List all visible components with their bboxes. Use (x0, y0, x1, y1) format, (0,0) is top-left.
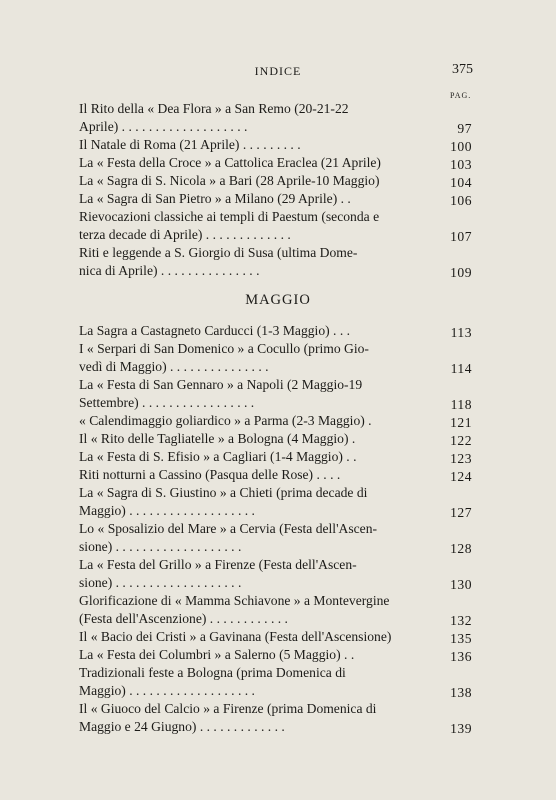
entry-page-number: 132 (450, 613, 472, 628)
entry-line: Maggio e 24 Giugno) . . . . . . . . . . . . . (79, 719, 285, 734)
entry-page-number: 114 (450, 361, 472, 376)
entry-page-number: 128 (450, 541, 472, 556)
index-entry (79, 412, 472, 430)
entry-line: Riti e leggende a S. Giorgio di Susa (ultima Dome- (79, 245, 358, 260)
index-entry (79, 154, 472, 172)
entry-line: Il Rito della « Dea Flora » a San Remo (20-21-22 (79, 101, 349, 116)
entry-page-number: 135 (450, 631, 472, 646)
entry-page-number: 103 (450, 157, 472, 172)
entry-line: Maggio) . . . . . . . . . . . . . . . . . . . (79, 503, 255, 518)
entry-line: La « Sagra di S. Nicola » a Bari (28 Aprile-10 Maggio) (79, 173, 380, 188)
entry-line: sione) . . . . . . . . . . . . . . . . . . . (79, 539, 242, 554)
index-entry (79, 466, 472, 484)
entry-page-number: 122 (450, 433, 472, 448)
entry-page-number: 100 (450, 139, 472, 154)
index-entry (79, 556, 472, 592)
index-entry (79, 484, 472, 520)
entry-line: La « Festa della Croce » a Cattolica Eraclea (21 Aprile) (79, 155, 381, 170)
index-entry (79, 208, 472, 244)
entry-line: vedì di Maggio) . . . . . . . . . . . . . . . (79, 359, 269, 374)
entry-page-number: 124 (450, 469, 472, 484)
entry-page-number: 106 (450, 193, 472, 208)
entry-line: terza decade di Aprile) . . . . . . . . . . . . . (79, 227, 291, 242)
index-entry (79, 628, 472, 646)
entry-line: La « Festa di S. Efisio » a Cagliari (1-4 Maggio) . . (79, 449, 357, 464)
index-entry (79, 376, 472, 412)
entry-page-number: 121 (450, 415, 472, 430)
entry-page-number: 107 (450, 229, 472, 244)
entry-line: Rievocazioni classiche ai templi di Paestum (seconda e (79, 209, 380, 224)
index-entry (79, 700, 472, 736)
index-entry (79, 190, 472, 208)
index-entry (79, 520, 472, 556)
entry-line: La « Festa dei Columbri » a Salerno (5 Maggio) . . (79, 647, 355, 662)
index-entry (79, 136, 472, 154)
entry-line: La « Festa del Grillo » a Firenze (Festa dell'Ascen- (79, 557, 357, 572)
entry-page-number: 123 (450, 451, 472, 466)
entry-line: La « Sagra di San Pietro » a Milano (29 Aprile) . . (79, 191, 351, 206)
index-entry (79, 646, 472, 664)
index-entry (79, 592, 472, 628)
entry-line: La « Sagra di S. Giustino » a Chieti (prima decade di (79, 485, 368, 500)
entry-page-number: 138 (450, 685, 472, 700)
entry-line: Maggio) . . . . . . . . . . . . . . . . . . . (79, 683, 255, 698)
entry-line: Lo « Sposalizio del Mare » a Cervia (Festa dell'Ascen- (79, 521, 378, 536)
entry-page-number: 104 (450, 175, 472, 190)
running-header-title: INDICE (254, 64, 302, 78)
index-entry (79, 100, 472, 136)
entry-page-number: 136 (450, 649, 472, 664)
entry-page-number: 97 (457, 121, 472, 136)
entry-line: nica di Aprile) . . . . . . . . . . . . . . . (79, 263, 260, 278)
entry-line: sione) . . . . . . . . . . . . . . . . . . . (79, 575, 242, 590)
index-entry (79, 340, 472, 376)
entry-page-number: 127 (450, 505, 472, 520)
section-title: MAGGIO (245, 292, 311, 308)
entry-line: « Calendimaggio goliardico » a Parma (2-3 Maggio) . (79, 413, 372, 428)
index-entry (79, 322, 472, 340)
entry-line: (Festa dell'Ascenzione) . . . . . . . . . . . . (79, 611, 288, 626)
entry-line: Settembre) . . . . . . . . . . . . . . . . . (79, 395, 255, 410)
page-number: 375 (452, 62, 473, 77)
index-entry (79, 430, 472, 448)
index-entry (79, 448, 472, 466)
entry-line: Aprile) . . . . . . . . . . . . . . . . . . . (79, 119, 248, 134)
index-group-may (79, 322, 472, 736)
entry-line: La Sagra a Castagneto Carducci (1-3 Maggio) . . . (79, 323, 351, 338)
entry-line: I « Serpari di San Domenico » a Cocullo (primo Gio- (79, 341, 369, 356)
entry-line: Il « Bacio dei Cristi » a Gavinana (Festa dell'Ascensione) (79, 629, 392, 644)
index-entry (79, 664, 472, 700)
index-entry (79, 172, 472, 190)
entry-page-number: 139 (450, 721, 472, 736)
entry-page-number: 130 (450, 577, 472, 592)
entry-page-number: 113 (450, 325, 472, 340)
pag-column-label: PAG. (450, 91, 472, 100)
index-group-april (79, 100, 472, 280)
entry-line: Tradizionali feste a Bologna (prima Domenica di (79, 665, 346, 680)
entry-line: Il Natale di Roma (21 Aprile) . . . . . . . . . (79, 137, 301, 152)
entry-line: Riti notturni a Cassino (Pasqua delle Rose) . . . . (79, 467, 341, 482)
entry-line: Il « Rito delle Tagliatelle » a Bologna (4 Maggio) . (79, 431, 356, 446)
entry-line: Il « Giuoco del Calcio » a Firenze (prima Domenica di (79, 701, 377, 716)
entry-line: Glorificazione di « Mamma Schiavone » a Montevergine (79, 593, 390, 608)
index-entry (79, 244, 472, 280)
entry-line: La « Festa di San Gennaro » a Napoli (2 Maggio-19 (79, 377, 363, 392)
entry-page-number: 118 (450, 397, 472, 412)
entry-page-number: 109 (450, 265, 472, 280)
